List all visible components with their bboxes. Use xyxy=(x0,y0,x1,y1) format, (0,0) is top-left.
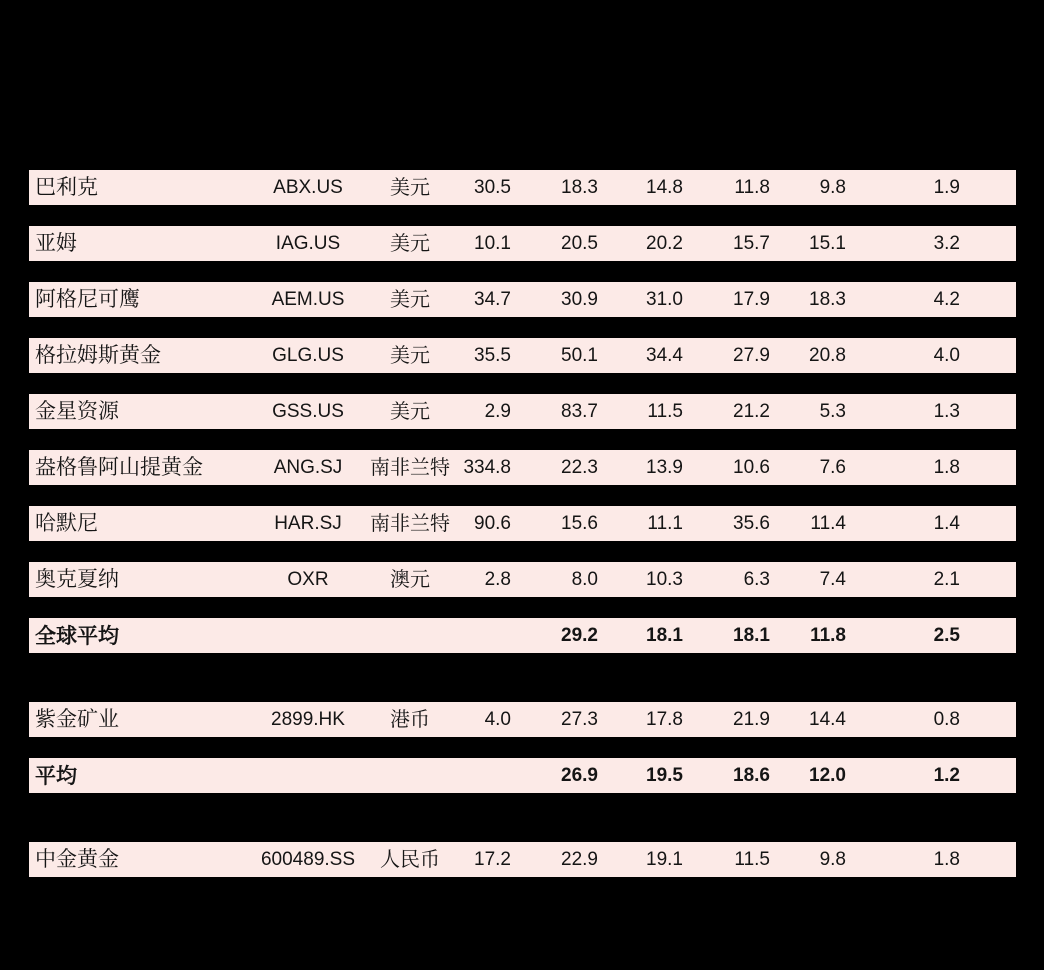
value-cell-3: 35.6 xyxy=(733,513,770,534)
value-cell-5: 1.4 xyxy=(933,513,960,534)
value-cell-5: 4.2 xyxy=(933,289,960,310)
value-cell-2: 11.1 xyxy=(647,513,683,534)
value-cell-4: 12.0 xyxy=(809,765,846,786)
value-cell-2: 18.1 xyxy=(646,625,683,646)
price-cell: 2.8 xyxy=(484,569,511,590)
ticker-cell: HAR.SJ xyxy=(274,513,342,534)
price-cell: 10.1 xyxy=(474,233,511,254)
ticker-cell: OXR xyxy=(287,569,329,590)
currency-cell: 南非兰特 xyxy=(370,511,450,535)
value-cell-1: 22.3 xyxy=(561,457,598,478)
value-cell-3: 21.9 xyxy=(733,709,770,730)
value-cell-3: 21.2 xyxy=(733,401,770,422)
company-name-cell: 盎格鲁阿山提黄金 xyxy=(35,455,203,479)
value-cell-2: 19.1 xyxy=(646,849,683,870)
value-cell-2: 31.0 xyxy=(646,289,683,310)
value-cell-1: 27.3 xyxy=(561,709,598,730)
value-cell-2: 34.4 xyxy=(646,345,683,366)
currency-cell: 美元 xyxy=(390,175,430,199)
price-cell: 34.7 xyxy=(474,289,511,310)
value-cell-3: 11.8 xyxy=(734,177,770,198)
value-cell-1: 83.7 xyxy=(561,401,598,422)
value-cell-5: 1.9 xyxy=(933,177,960,198)
value-cell-4: 9.8 xyxy=(819,849,846,870)
company-name-cell: 亚姆 xyxy=(35,231,77,255)
ticker-cell: GSS.US xyxy=(272,401,344,422)
currency-cell xyxy=(361,618,459,653)
value-cell-1: 8.0 xyxy=(571,569,598,590)
company-name-cell: 哈默尼 xyxy=(35,511,98,535)
ticker-cell xyxy=(255,758,361,793)
value-cell-3: 27.9 xyxy=(733,345,770,366)
value-cell-5: 0.8 xyxy=(933,709,960,730)
price-cell xyxy=(459,618,517,653)
currency-cell xyxy=(361,758,459,793)
ticker-cell: 600489.SS xyxy=(260,849,356,870)
value-cell-5: 3.2 xyxy=(933,233,960,254)
currency-cell: 美元 xyxy=(390,343,430,367)
table-row xyxy=(29,842,1016,877)
value-cell-4: 20.8 xyxy=(809,345,846,366)
value-cell-1: 22.9 xyxy=(561,849,598,870)
table-row xyxy=(29,226,1016,261)
price-cell: 35.5 xyxy=(474,345,511,366)
price-cell: 4.0 xyxy=(484,709,511,730)
price-cell: 90.6 xyxy=(474,513,511,534)
ticker-cell: IAG.US xyxy=(275,233,341,254)
value-cell-2: 17.8 xyxy=(646,709,683,730)
value-cell-1: 18.3 xyxy=(561,177,598,198)
currency-cell: 美元 xyxy=(390,287,430,311)
value-cell-4: 7.6 xyxy=(819,457,846,478)
currency-cell: 港币 xyxy=(390,707,430,731)
table-row xyxy=(29,450,1016,485)
value-cell-2: 14.8 xyxy=(646,177,683,198)
table-row xyxy=(29,758,1016,793)
company-name-cell: 金星资源 xyxy=(35,399,119,423)
value-cell-3: 18.6 xyxy=(733,765,770,786)
value-cell-4: 11.4 xyxy=(810,513,846,534)
price-cell: 17.2 xyxy=(474,849,511,870)
ticker-cell: 2899.HK xyxy=(271,709,345,730)
ticker-cell: AEM.US xyxy=(271,289,345,310)
value-cell-3: 11.5 xyxy=(734,849,770,870)
value-cell-2: 13.9 xyxy=(646,457,683,478)
value-cell-5: 1.2 xyxy=(933,765,960,786)
table-row xyxy=(29,338,1016,373)
value-cell-1: 20.5 xyxy=(561,233,598,254)
ticker-cell xyxy=(255,618,361,653)
value-cell-2: 10.3 xyxy=(646,569,683,590)
company-name-cell: 中金黄金 xyxy=(35,847,119,871)
value-cell-3: 15.7 xyxy=(733,233,770,254)
value-cell-3: 6.3 xyxy=(743,569,770,590)
price-cell: 30.5 xyxy=(474,177,511,198)
currency-cell: 人民币 xyxy=(380,847,440,871)
value-cell-3: 10.6 xyxy=(733,457,770,478)
value-cell-5: 4.0 xyxy=(933,345,960,366)
valuation-table xyxy=(29,170,1016,898)
table-row xyxy=(29,702,1016,737)
company-name-cell: 平均 xyxy=(35,763,77,788)
value-cell-5: 2.1 xyxy=(933,569,960,590)
currency-cell: 南非兰特 xyxy=(370,455,450,479)
price-cell: 334.8 xyxy=(463,457,511,478)
company-name-cell: 紫金矿业 xyxy=(35,707,119,731)
value-cell-1: 26.9 xyxy=(561,765,598,786)
value-cell-4: 9.8 xyxy=(819,177,846,198)
value-cell-5: 1.8 xyxy=(933,457,960,478)
value-cell-1: 50.1 xyxy=(561,345,598,366)
company-name-cell: 格拉姆斯黄金 xyxy=(35,343,161,367)
value-cell-4: 7.4 xyxy=(819,569,846,590)
ticker-cell: ABX.US xyxy=(273,177,343,198)
value-cell-5: 2.5 xyxy=(933,625,960,646)
price-cell xyxy=(459,758,517,793)
value-cell-3: 18.1 xyxy=(733,625,770,646)
price-cell: 2.9 xyxy=(484,401,511,422)
value-cell-4: 5.3 xyxy=(819,401,846,422)
value-cell-5: 1.8 xyxy=(933,849,960,870)
value-cell-5: 1.3 xyxy=(933,401,960,422)
company-name-cell: 全球平均 xyxy=(35,623,119,648)
value-cell-1: 29.2 xyxy=(561,625,598,646)
value-cell-2: 20.2 xyxy=(646,233,683,254)
currency-cell: 美元 xyxy=(390,231,430,255)
value-cell-4: 15.1 xyxy=(809,233,846,254)
table-row xyxy=(29,170,1016,205)
ticker-cell: GLG.US xyxy=(272,345,344,366)
value-cell-4: 18.3 xyxy=(809,289,846,310)
company-name-cell: 阿格尼可鹰 xyxy=(35,287,140,311)
value-cell-1: 30.9 xyxy=(561,289,598,310)
value-cell-4: 11.8 xyxy=(810,625,846,646)
table-row xyxy=(29,506,1016,541)
company-name-cell: 奥克夏纳 xyxy=(35,567,119,591)
value-cell-4: 14.4 xyxy=(809,709,846,730)
value-cell-3: 17.9 xyxy=(733,289,770,310)
value-cell-1: 15.6 xyxy=(561,513,598,534)
value-cell-2: 19.5 xyxy=(646,765,683,786)
table-row xyxy=(29,394,1016,429)
table-row xyxy=(29,618,1016,653)
company-name-cell: 巴利克 xyxy=(35,175,98,199)
value-cell-2: 11.5 xyxy=(647,401,683,422)
table-row xyxy=(29,562,1016,597)
table-row xyxy=(29,282,1016,317)
ticker-cell: ANG.SJ xyxy=(273,457,343,478)
currency-cell: 澳元 xyxy=(390,567,430,591)
currency-cell: 美元 xyxy=(390,399,430,423)
